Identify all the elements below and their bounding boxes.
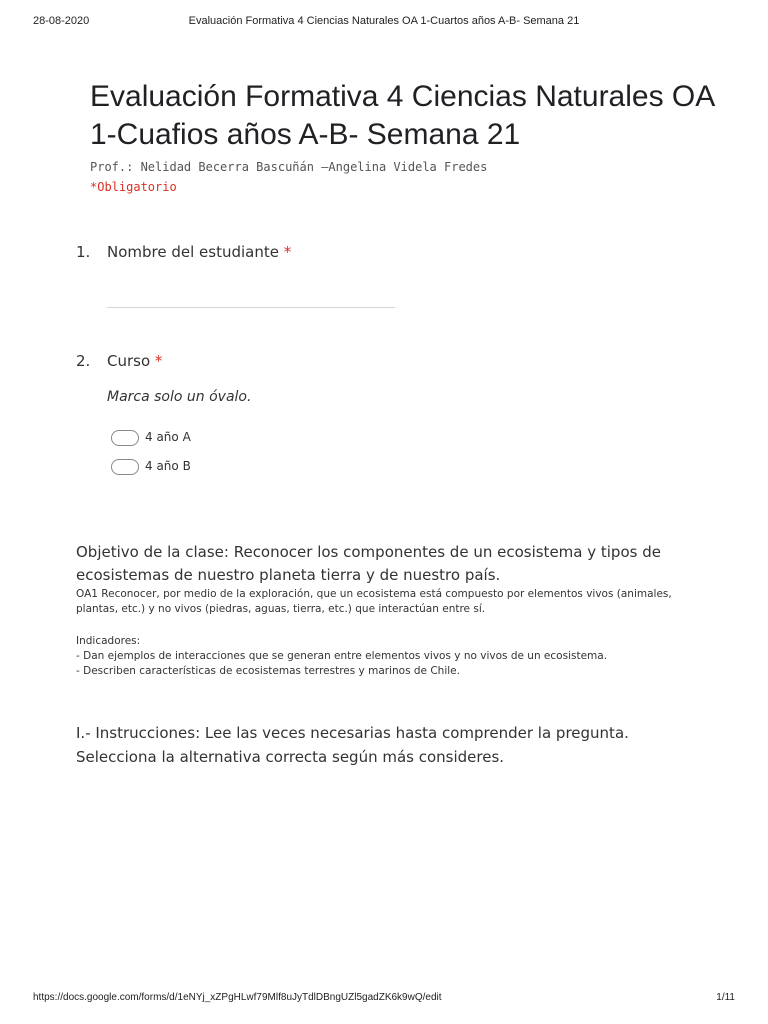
indicator-item: - Dan ejemplos de interacciones que se generan entre elementos vivos y no vivos de un ecosistema. <box>76 650 608 662</box>
required-note: *Obligatorio <box>90 180 177 194</box>
required-star: * <box>283 243 292 261</box>
required-star: * <box>154 352 163 370</box>
instructions: I.- Instrucciones: Lee las veces necesarias hasta comprender la pregunta. Selecciona la alternativa correcta según más consideres. <box>76 724 629 766</box>
form-title: Evaluación Formativa 4 Ciencias Naturales OA 1-Cuafios años A-B- Semana 21 <box>90 80 714 151</box>
question-label: Nombre del estudiante * <box>107 243 292 261</box>
oa-description: OA1 Reconocer, por medio de la exploración, que un ecosistema está compuesto por elementos vivos (animales, plantas, etc.) y no vivos (piedras, aguas, tierra, etc.) que interactúan entre sí. <box>76 588 672 615</box>
radio-oval-icon[interactable] <box>111 459 139 475</box>
option-label: 4 año A <box>145 430 191 444</box>
indicators-title: Indicadores: <box>76 635 141 647</box>
print-header <box>0 15 768 29</box>
page-number: 1/11 <box>716 992 735 1003</box>
form-description: Prof.: Nelidad Becerra Bascuñán –Angelina Videla Fredes <box>90 160 488 174</box>
question-label: Curso * <box>107 352 163 370</box>
student-name-field[interactable] <box>107 307 395 308</box>
print-footer <box>0 992 768 1006</box>
radio-oval-icon[interactable] <box>111 430 139 446</box>
print-date: 28-08-2020 <box>33 15 90 27</box>
question-number: 1. <box>76 243 91 261</box>
print-url: https://docs.google.com/forms/d/1eNYj_xZPgHLwf79Mlf8uJyTdlDBngUZl5gadZK6k9wQ/edit <box>33 992 442 1003</box>
indicator-item: - Describen características de ecosistemas terrestres y marinos de Chile. <box>76 665 460 677</box>
question-hint: Marca solo un óvalo. <box>107 389 252 405</box>
option-label: 4 año B <box>145 459 191 473</box>
class-objective: Objetivo de la clase: Reconocer los componentes de un ecosistema y tipos de ecosistemas de nuestro planeta tierra y de nuestro país. <box>76 543 661 584</box>
indicators <box>76 634 676 679</box>
question-number: 2. <box>76 352 91 370</box>
print-title: Evaluación Formativa 4 Ciencias Naturales OA 1-Cuartos años A-B- Semana 21 <box>188 15 580 27</box>
